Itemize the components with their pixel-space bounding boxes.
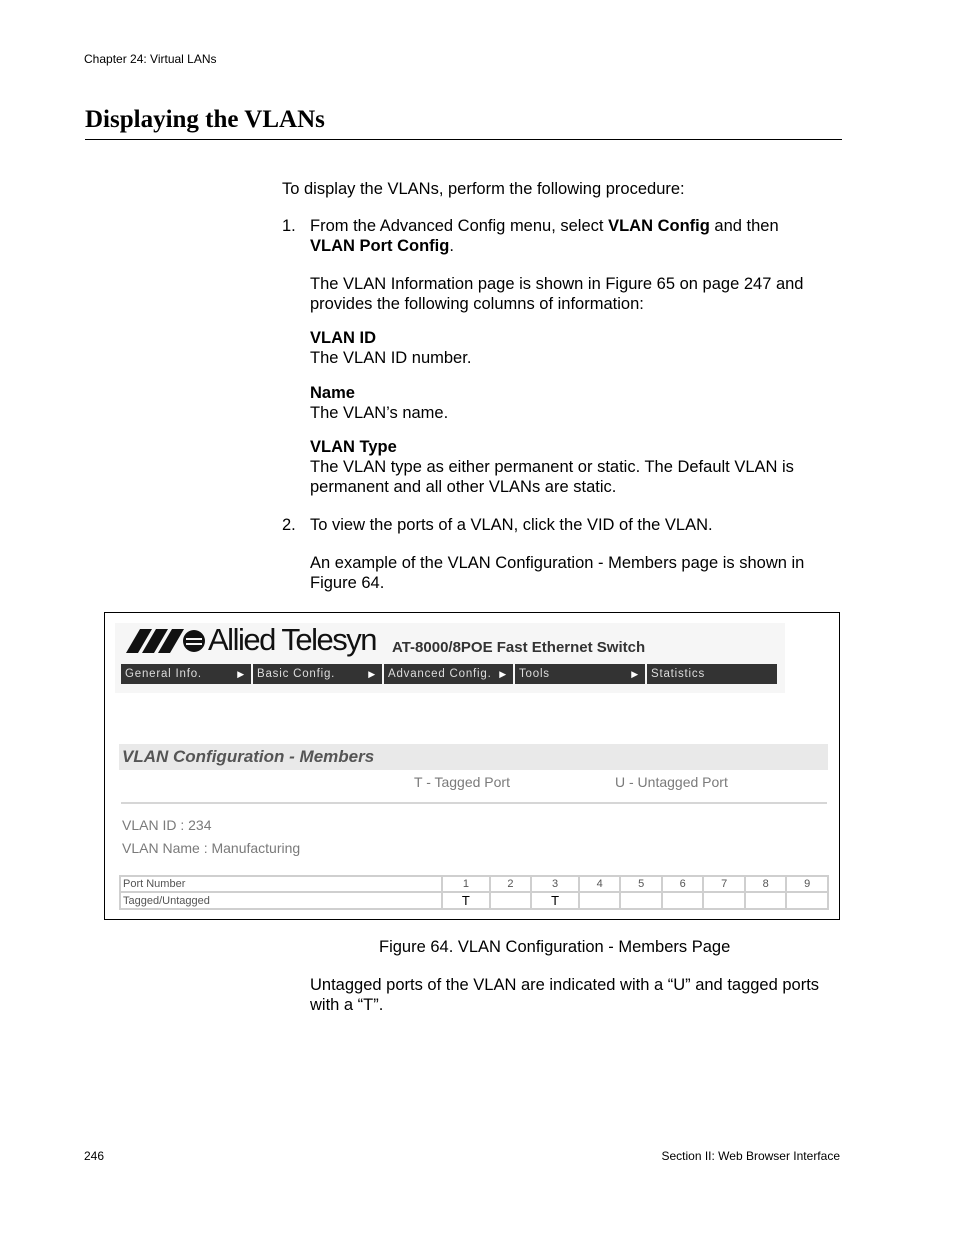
ports-table: [119, 875, 829, 910]
tag-cell[interactable]: [745, 892, 786, 909]
menu-advanced-config[interactable]: Advanced Config. ▶: [384, 664, 515, 684]
running-footer: Section II: Web Browser Interface: [661, 1149, 840, 1163]
step2-paragraph: An example of the VLAN Configuration - Members page is shown in Figure 64.: [310, 554, 805, 592]
section-heading: Displaying the VLANs: [85, 106, 325, 133]
menu-statistics[interactable]: Statistics: [651, 668, 706, 680]
closing-paragraph: Untagged ports of the VLAN are indicated with a “U” and tagged ports with a “T”.: [310, 976, 820, 1014]
triangle-right-icon: ▶: [631, 669, 639, 679]
row-label: Port Number: [120, 876, 442, 892]
def-vlan-type: VLAN Type The VLAN type as either permanent or static. The Default VLAN is permanent and all other VLANs are static.: [310, 438, 794, 496]
port-number-row: [120, 876, 828, 892]
step1-number: 1.: [282, 217, 296, 235]
running-header: Chapter 24: Virtual LANs: [84, 52, 217, 66]
tag-cell[interactable]: T: [442, 892, 490, 909]
page-title: VLAN Configuration - Members: [122, 747, 375, 766]
vlan-id-value: VLAN ID : 234: [122, 817, 212, 833]
vlan-name-value: VLAN Name : Manufacturing: [122, 840, 301, 856]
triangle-right-icon: ▶: [368, 669, 376, 679]
tag-cell[interactable]: [662, 892, 703, 909]
nav-menu: [121, 664, 777, 684]
port-cell: 3: [531, 876, 579, 892]
tag-cell[interactable]: T: [531, 892, 579, 909]
triangle-right-icon: ▶: [499, 669, 507, 679]
port-cell: 7: [703, 876, 744, 892]
def-name: Name The VLAN’s name.: [310, 384, 449, 422]
legend-untagged: U - Untagged Port: [615, 774, 728, 790]
product-name: AT-8000/8POE Fast Ethernet Switch: [392, 639, 646, 656]
port-cell: 8: [745, 876, 786, 892]
step1-paragraph: The VLAN Information page is shown in Figure 65 on page 247 and provides the following columns of information:: [310, 275, 804, 313]
tag-cell[interactable]: [490, 892, 531, 909]
tag-cell[interactable]: [703, 892, 744, 909]
menu-tools[interactable]: Tools ▶: [515, 664, 647, 684]
step1-text: From the Advanced Config menu, select VLAN Config and then VLAN Port Config.: [310, 217, 779, 255]
row-label: Tagged/Untagged: [120, 892, 442, 909]
menu-basic-config[interactable]: Basic Config. ▶: [253, 664, 384, 684]
port-cell: 9: [786, 876, 828, 892]
port-cell: 2: [490, 876, 531, 892]
tag-cell[interactable]: [620, 892, 661, 909]
step2-number: 2.: [282, 516, 296, 534]
divider: [121, 802, 827, 804]
def-vlan-id: VLAN ID The VLAN ID number.: [310, 329, 472, 367]
page-number: 246: [84, 1149, 105, 1163]
port-cell: 4: [579, 876, 620, 892]
menu-general-info[interactable]: General Info. ▶: [121, 664, 253, 684]
triangle-right-icon: ▶: [237, 669, 245, 679]
port-cell: 5: [620, 876, 661, 892]
port-cell: 6: [662, 876, 703, 892]
legend-tagged: T - Tagged Port: [414, 774, 510, 790]
brand-name: Allied Telesyn: [208, 622, 376, 657]
figure-caption: Figure 64. VLAN Configuration - Members Page: [379, 938, 731, 956]
heading-rule: [85, 139, 842, 140]
brand-logo: [126, 627, 206, 660]
tagged-row: [120, 892, 828, 909]
tag-cell[interactable]: [579, 892, 620, 909]
step2-text: To view the ports of a VLAN, click the VID of the VLAN.: [310, 516, 713, 534]
tag-cell[interactable]: [786, 892, 828, 909]
intro-text: To display the VLANs, perform the following procedure:: [282, 180, 685, 198]
port-cell: 1: [442, 876, 490, 892]
